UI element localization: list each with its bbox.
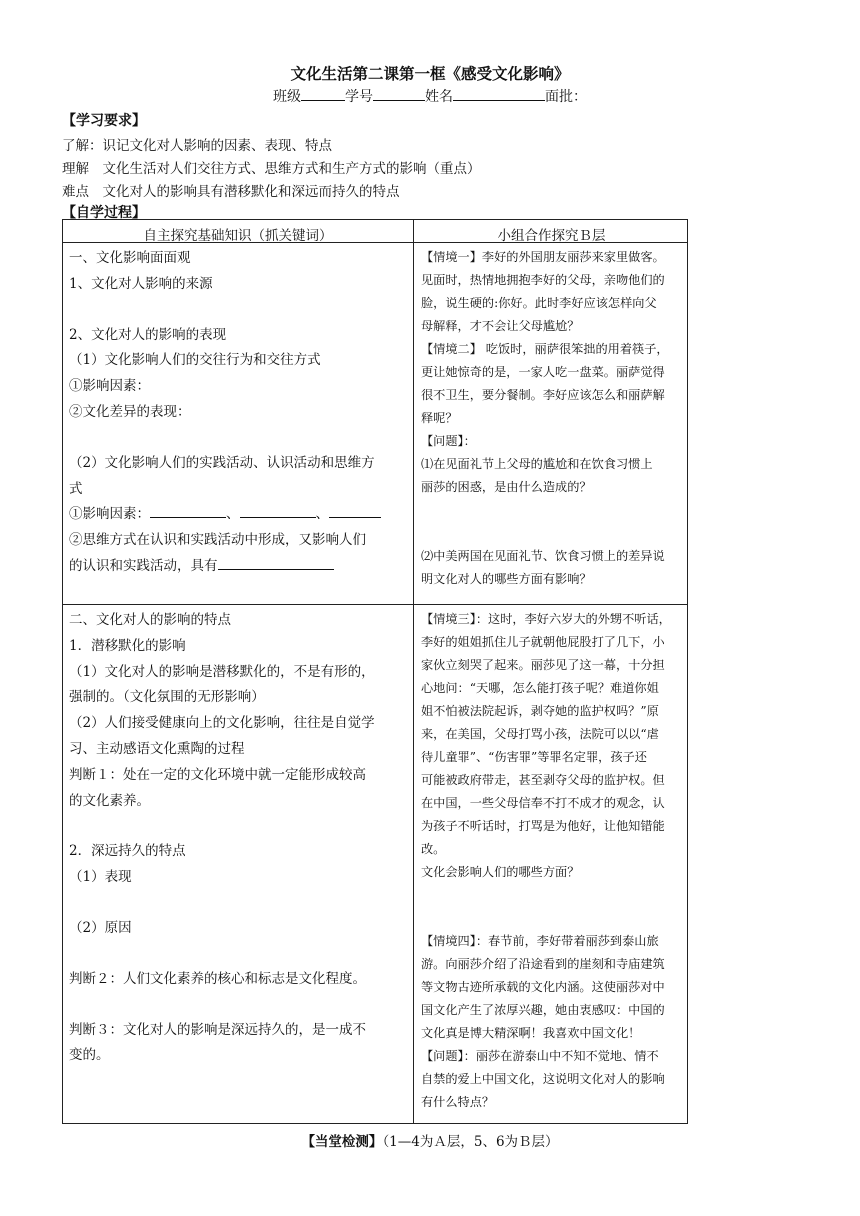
scenario-line: 【情境一】李好的外国朋友丽莎来家里做客。 [421,250,665,264]
scenario-line: 心地问：“天哪，怎么能打孩子呢？难道你姐 [421,681,659,695]
text-line: 强制的。（文化氛围的无形影响） [69,689,265,706]
scenario-line: 很不卫生，要分餐制。李好应该怎么和丽萨解 [421,388,665,402]
scenario-line: 文化真是博大精深啊！我喜欢中国文化！ [421,1026,641,1040]
requirement-difficulty: 难点 文化对人的影响具有潜移默化和深远而持久的特点 [62,184,400,200]
question-label: 【问题】： [421,434,476,448]
scenario-line: 姐不怕被法院起诉，剥夺她的监护权吗？”原 [421,704,659,718]
factor-blank-3[interactable] [329,503,381,518]
name-label: 姓名 [425,89,453,105]
text-line: （2）人们接受健康向上的文化影响，往往是自觉学 [69,715,375,732]
requirement-understand: 了解：识记文化对人影响的因素、表现、特点 [62,138,332,154]
scenario-line: 待儿童罪”、“伤害罪”等罪名定罪，孩子还 [421,750,647,764]
review-label: 面批： [545,89,587,105]
section-divider [63,604,687,605]
scenario-line: 为孩子不听话时，打骂是为他好，让他知错能 [421,819,665,833]
name-blank[interactable] [453,86,545,101]
text-line: （2）文化影响人们的实践活动、认识活动和思维方 [69,454,375,471]
factor-blank-2[interactable] [240,503,316,518]
column-divider [413,220,414,1123]
scenario-line: 见面时，热情地拥抱李好的父母，亲吻他们的 [421,273,665,287]
question-line: 明文化对人的哪些方面有影响？ [421,572,592,586]
section2-scenarios [421,608,685,1114]
question-line: ⑵中美两国在见面礼节、饮食习惯上的差异说 [421,549,665,563]
scenario-line: 【情境四】：春节前，李好带着丽莎到泰山旅 [421,934,659,948]
test-heading-bold: 【当堂检测】 [301,1134,383,1150]
text-span: 的认识和实践活动，具有 [69,557,218,574]
fill-line [69,554,407,580]
study-table [62,219,688,1124]
text-line: （1）文化影响人们的交往行为和交往方式 [69,352,321,369]
section1-knowledge [69,246,407,580]
text-line: ②文化差异的表现： [69,403,191,420]
scenario-line: 来，在美国，父母打骂小孩，法院可以以“虐 [421,727,659,741]
requirements-heading: 【学习要求】 [62,113,146,129]
text-line: 1．潜移默化的影响 [69,637,186,654]
page-title: 文化生活第二课第一框《感受文化影响》 [290,64,570,83]
text-line: ②思维方式在认识和实践活动中形成，又影响人们 [69,532,366,549]
scenario-line: 家伙立刻哭了起来。丽莎见了这一幕，十分担 [421,658,665,672]
text-line: 2、文化对人的影响的表现 [69,326,227,343]
text-line: （2）原因 [69,919,132,936]
section2-knowledge [69,608,407,1069]
question-line: 文化会影响人们的哪些方面？ [421,865,580,879]
scenario-line: 母解释，才不会让父母尴尬？ [421,319,580,333]
requirement-comprehend: 理解 文化生活对人们交往方式、思维方式和生产方式的影响（重点） [62,161,481,177]
text-line: 2．深远持久的特点 [69,843,186,860]
separator: 、 [226,506,240,523]
factor-blank-1[interactable] [150,503,226,518]
scenario-line: 游。向丽莎介绍了沿途看到的崖刻和寺庙建筑 [421,957,665,971]
scenario-line: 更让她惊奇的是，一家人吃一盘菜。丽萨觉得 [421,365,665,379]
judgement-3: 判断３：文化对人的影响是深远持久的，是一成不 [69,1021,366,1038]
separator: 、 [315,506,329,523]
scenario-line: 在中国，一些父母信奉不打不成才的观念，认 [421,796,665,810]
text-line: 式 [69,480,83,497]
text-line: （1）文化对人的影响是潜移默化的，不是有形的， [69,663,375,680]
factors-label: ①影响因素： [69,506,150,523]
factors-line [69,502,407,528]
scenario-line: 可能被政府带走，甚至剥夺父母的监护权。但 [421,773,665,787]
scenario-line: 等文物古迹所承载的文化内涵。这使丽莎对中 [421,980,665,994]
process-heading: 【自学过程】 [62,205,146,221]
scenario-line: 改。 [421,842,446,856]
section1-scenarios [421,246,685,591]
student-info-line [0,86,860,106]
scenario-line: 【情境二】 吃饭时，丽萨很笨拙的用着筷子， [421,342,669,356]
scenario-line: 李好的姐姐抓住儿子就朝他屁股打了几下，小 [421,635,665,649]
column-header-group-study: 小组合作探究Ｂ层 [497,228,606,244]
scenario-line: 释呢？ [421,411,458,425]
test-heading-note: （1—4为Ａ层，5、6为Ｂ层） [382,1134,559,1150]
answer-blank[interactable] [218,555,334,570]
question-line: 丽莎的困惑，是由什么造成的？ [421,480,592,494]
text-line: 变的。 [69,1047,110,1064]
text-line: （1）表现 [69,869,132,886]
scenario-line: 脸，说生硬的:你好。此时李好应该怎样向父 [421,296,657,310]
in-class-test-heading [0,1130,860,1150]
question-line: 自禁的爱上中国文化，这说明文化对人的影响 [421,1072,665,1086]
question-line: 有什么特点？ [421,1095,495,1109]
text-line: 二、文化对人的影响的特点 [69,612,231,628]
class-blank[interactable] [301,86,345,101]
question-line: ⑴在见面礼节上父母的尴尬和在饮食习惯上 [421,457,653,471]
judgement-1: 判断１：处在一定的文化环境中就一定能形成较高 [69,766,366,783]
question-line: 【问题】：丽莎在游泰山中不知不觉地、情不 [421,1049,659,1063]
text-line: 习、主动感语文化熏陶的过程 [69,740,245,757]
text-line: 1、文化对人影响的来源 [69,275,213,292]
text-line: 一、文化影响面面观 [69,250,191,266]
id-label: 学号 [345,89,373,105]
id-blank[interactable] [373,86,425,101]
text-line: ①影响因素： [69,378,150,395]
scenario-line: 国文化产生了浓厚兴趣，她由衷感叹：中国的 [421,1003,665,1017]
scenario-line: 【情境三】：这时，李好六岁大的外甥不听话， [421,612,671,626]
class-label: 班级 [273,89,301,105]
column-header-self-study: 自主探究基础知识（抓关键词） [143,228,333,244]
judgement-2: 判断２：人们文化素养的核心和标志是文化程度。 [69,970,366,987]
text-line: 的文化素养。 [69,792,150,809]
